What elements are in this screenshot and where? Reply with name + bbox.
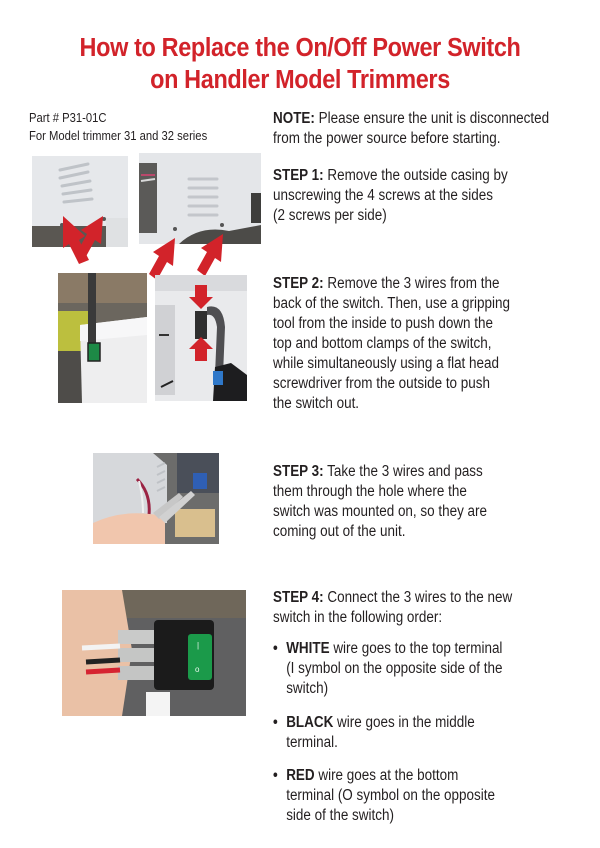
svg-text:|: | [197, 641, 200, 650]
title-line-1: How to Replace the On/Off Power Switch [79, 34, 521, 62]
bullet-line: wire goes at the bottom [318, 767, 459, 784]
wire-color-black: BLACK [286, 714, 334, 731]
step-label: STEP 2: [273, 275, 324, 292]
bullet-red-wire [273, 766, 495, 826]
note-line: from the power source before starting. [273, 130, 501, 147]
note-label: NOTE: [273, 110, 315, 127]
page-title [24, 32, 576, 96]
bullet-line: (I symbol on the opposite side of the [286, 660, 503, 677]
wire-color-white: WHITE [286, 640, 330, 657]
step-line: screwdriver from the outside to push [273, 375, 490, 392]
note-line: Please ensure the unit is disconnected [318, 110, 550, 127]
note-block [273, 109, 549, 149]
bullet-line: switch) [286, 680, 329, 697]
step-2-text [273, 274, 510, 414]
step-line: Take the 3 wires and pass [327, 463, 483, 480]
step-4-text [273, 588, 512, 628]
step-line: back of the switch. Then, use a gripping [273, 295, 510, 312]
step-line: the switch out. [273, 395, 360, 412]
step-1-text [273, 166, 508, 226]
step-label: STEP 3: [273, 463, 324, 480]
bullet-icon: • [273, 767, 278, 784]
step-line: switch was mounted on, so they are [273, 503, 488, 520]
step-line: them through the hole where the [273, 483, 467, 500]
step-line: Remove the outside casing by [327, 167, 508, 184]
step-line: tool from the inside to push down the [273, 315, 494, 332]
title-line-2: on Handler Model Trimmers [150, 66, 450, 94]
bullet-line: terminal. [286, 734, 338, 751]
bullet-icon: • [273, 714, 278, 731]
gripping-tool-photo [155, 275, 247, 401]
bullet-white-wire [273, 639, 502, 699]
step-label: STEP 4: [273, 589, 324, 606]
step-line: Remove the 3 wires from the [327, 275, 500, 292]
bullet-icon: • [273, 640, 278, 657]
model-series: For Model trimmer 31 and 32 series [29, 129, 208, 143]
step-line: switch in the following order: [273, 609, 443, 626]
step-line: (2 screws per side) [273, 207, 387, 224]
step-line: while simultaneously using a flat head [273, 355, 499, 372]
bullet-line: wire goes to the top terminal [333, 640, 503, 657]
switch-outside-photo [58, 273, 147, 403]
part-info [29, 109, 207, 145]
bullet-line: side of the switch) [286, 807, 394, 824]
step-label: STEP 1: [273, 167, 324, 184]
bullet-line: wire goes in the middle [337, 714, 475, 731]
bullet-black-wire [273, 713, 475, 753]
step-line: coming out of the unit. [273, 523, 406, 540]
svg-text:o: o [195, 665, 200, 674]
new-switch-wiring-photo [62, 590, 246, 716]
arrow-icon [55, 210, 265, 280]
step-line: top and bottom clamps of the switch, [273, 335, 492, 352]
part-number: Part # P31-01C [29, 111, 107, 125]
bullet-line: terminal (O symbol on the opposite [286, 787, 495, 804]
step-3-text [273, 462, 487, 542]
wire-color-red: RED [286, 767, 315, 784]
step-line: Connect the 3 wires to the new [327, 589, 513, 606]
step-line: unscrewing the 4 screws at the sides [273, 187, 493, 204]
wires-through-hole-photo [93, 453, 219, 544]
